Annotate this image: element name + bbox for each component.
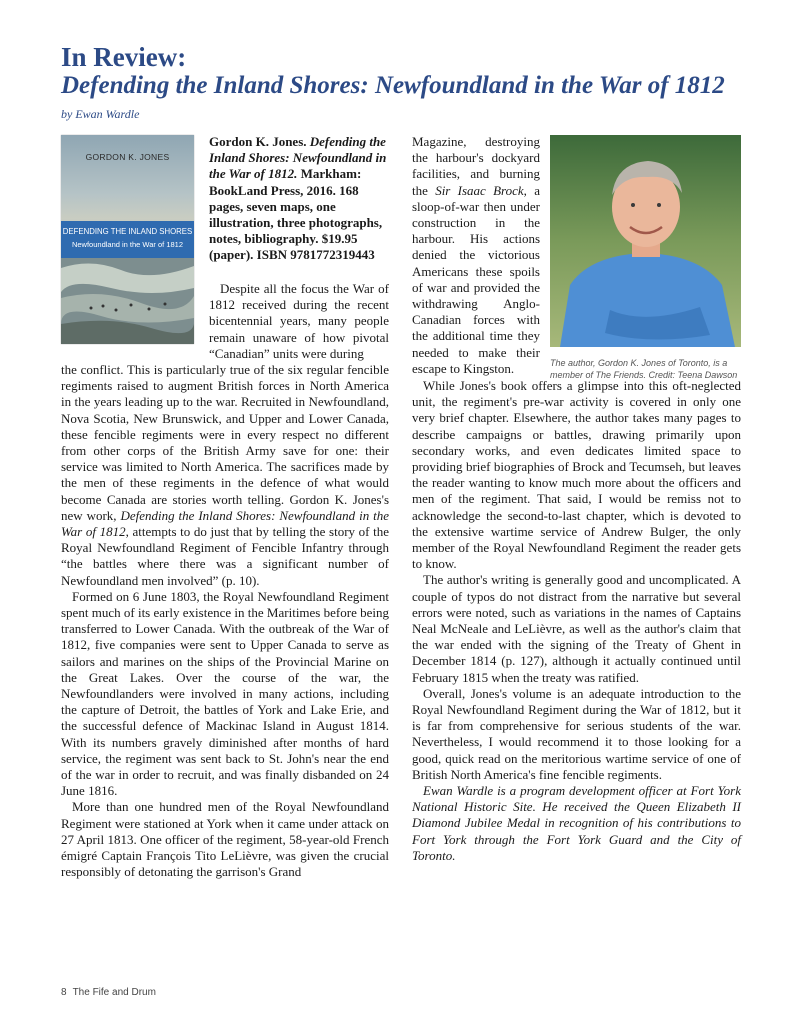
citation-details: Markham: BookLand Press, 2016. 168 pages, seven maps, one illustration, three photographs, notes, bibliography. $19.95 (paper). ISBN 9781772319443 bbox=[209, 166, 383, 263]
page-footer bbox=[61, 987, 156, 998]
publication-name: The Fife and Drum bbox=[72, 987, 156, 998]
paragraph-5: The author's writing is generally good and uncomplicated. A couple of typos do not distract from the narrative but several errors were noted, such as variations in the names of Captains Neal McNeale and LeLièvre, as well as the author's claim that the war ended with the signing of the Treaty of Ghent in December 1814 (p. 127), although it actually continued until February 1815 when the treaty was ratified. bbox=[412, 572, 741, 685]
photo-caption: The author, Gordon K. Jones of Toronto, is a member of The Friends. Credit: Teena Dawson bbox=[550, 358, 738, 380]
article-subtitle: Defending the Inland Shores: Newfoundland in the War of 1812 bbox=[61, 72, 725, 99]
cover-author: GORDON K. JONES bbox=[85, 152, 170, 162]
author-photo bbox=[550, 135, 741, 347]
paragraph-1-cont: the conflict. This is particularly true of the six regular fencible regiments raised to augment British forces in North America in the years leading up to the war. Recruited in Newfoundland, Nova Scotia, New Brunswick, and Upper and Lower Canada, these fencible regiments were in every respect no different from other corps of the British Army save for one: their service was limited to North America. The sacrifices made by the men of these regiments in the defence of what would become Canada are stories worth telling. Gordon K. Jones's new work, Defending the Inland Shores: Newfoundland in the War of 1812, attempts to do just that by telling the story of the Royal Newfoundland Regiment of Fencible Infantry through “the battles where there was a significant number of Newfoundland men involved” (p. 10). bbox=[61, 362, 390, 588]
column-right-narrow bbox=[412, 134, 540, 377]
article-title: In Review: bbox=[61, 42, 187, 72]
paragraph-3: More than one hundred men of the Royal Newfoundland Regiment were stationed at York when it came under attack on 27 April 1813. One officer of the regiment, 58-year-old French émigré Captain François Tito LeLièvre, was given the crucial responsibly of detonating the garrison's Grand bbox=[61, 799, 389, 880]
paragraph-6: Overall, Jones's volume is an adequate introduction to the Royal Newfoundland Regiment during the War of 1812, but it is far from comprehensive for serious students of the war. Nevertheless, I would recommend it to those looking for a good, quick read on the meritorious wartime service of one of British North America's fine fencible regiments. bbox=[412, 685, 741, 782]
column-left-narrow bbox=[209, 281, 389, 362]
cover-title: DEFENDING THE INLAND SHORES bbox=[62, 227, 193, 236]
citation-author: Gordon K. Jones. bbox=[209, 134, 307, 149]
author-bio: Ewan Wardle is a program development officer at Fort York National Historic Site. He received the Queen Elizabeth II Diamond Jubilee Medal in recognition of his contributions to Fort York through the Fort York Guard and the City of Toronto. bbox=[412, 783, 741, 863]
byline: by Ewan Wardle bbox=[61, 107, 140, 121]
paragraph-3-cont: Magazine, destroying the harbour's dockyard facilities, and burning the Sir Isaac Brock, a sloop-of-war then under construction in the harbour. His actions denied the victorious Americans these spoils of war and provided the withdrawing Anglo-Canadian forces with the additional time they needed to make their escape to Kingston. bbox=[412, 134, 540, 376]
column-right bbox=[412, 378, 741, 864]
paragraph-4: While Jones's book offers a glimpse into this oft-neglected unit, the regiment's pre-war activity is covered in only one very brief chapter. Elsewhere, the author takes many pages to describe campaigns or battles, drawing primarily upon secondary works, and even dedicates limited space to providing brief biographies of Brock and Tecumseh, but leaves the reader wanting to know much more about the officers and men of the regiment. That said, I would be remiss not to acknowledge the second-to-last chapter, which is devoted to the extensive wartime service of Andrew Bulger, the only member of the Royal Newfoundland Regiment the reader gets to know. bbox=[412, 378, 741, 572]
book-cover-image bbox=[61, 135, 194, 344]
paragraph-1-start: Despite all the focus the War of 1812 received during the recent bicentennial years, many people remain unaware of how pivotal “Canadian” units were during bbox=[209, 281, 389, 361]
book-citation bbox=[209, 134, 391, 264]
author-portrait bbox=[550, 135, 741, 347]
paragraph-2: Formed on 6 June 1803, the Royal Newfoundland Regiment spent much of its early existence in the Maritimes before being transferred to Lower Canada. With the outbreak of the War of 1812, five companies were sent to Upper Canada to serve as sailors and marines on the ships of the Provincial Marine on the Great Lakes. Over the course of the war, the Newfoundlanders were involved in many actions, including the capture of Detroit, the battles of York and Lake Erie, and the successful defence of Mackinac Island in August 1814. With its numbers gravely diminished after months of hard service, the regiment was sent back to St. John's near the end of the war in order to recruit, and was finally disbanded on 24 June 1816. bbox=[61, 588, 389, 799]
column-left bbox=[61, 362, 389, 881]
cover-subtitle: Newfoundland in the War of 1812 bbox=[71, 240, 184, 249]
page-number: 8 bbox=[61, 987, 67, 998]
citation-title: Defending the Inland Shores: Newfoundland in the War of 1812. bbox=[209, 134, 387, 182]
cover-painting bbox=[61, 258, 194, 344]
